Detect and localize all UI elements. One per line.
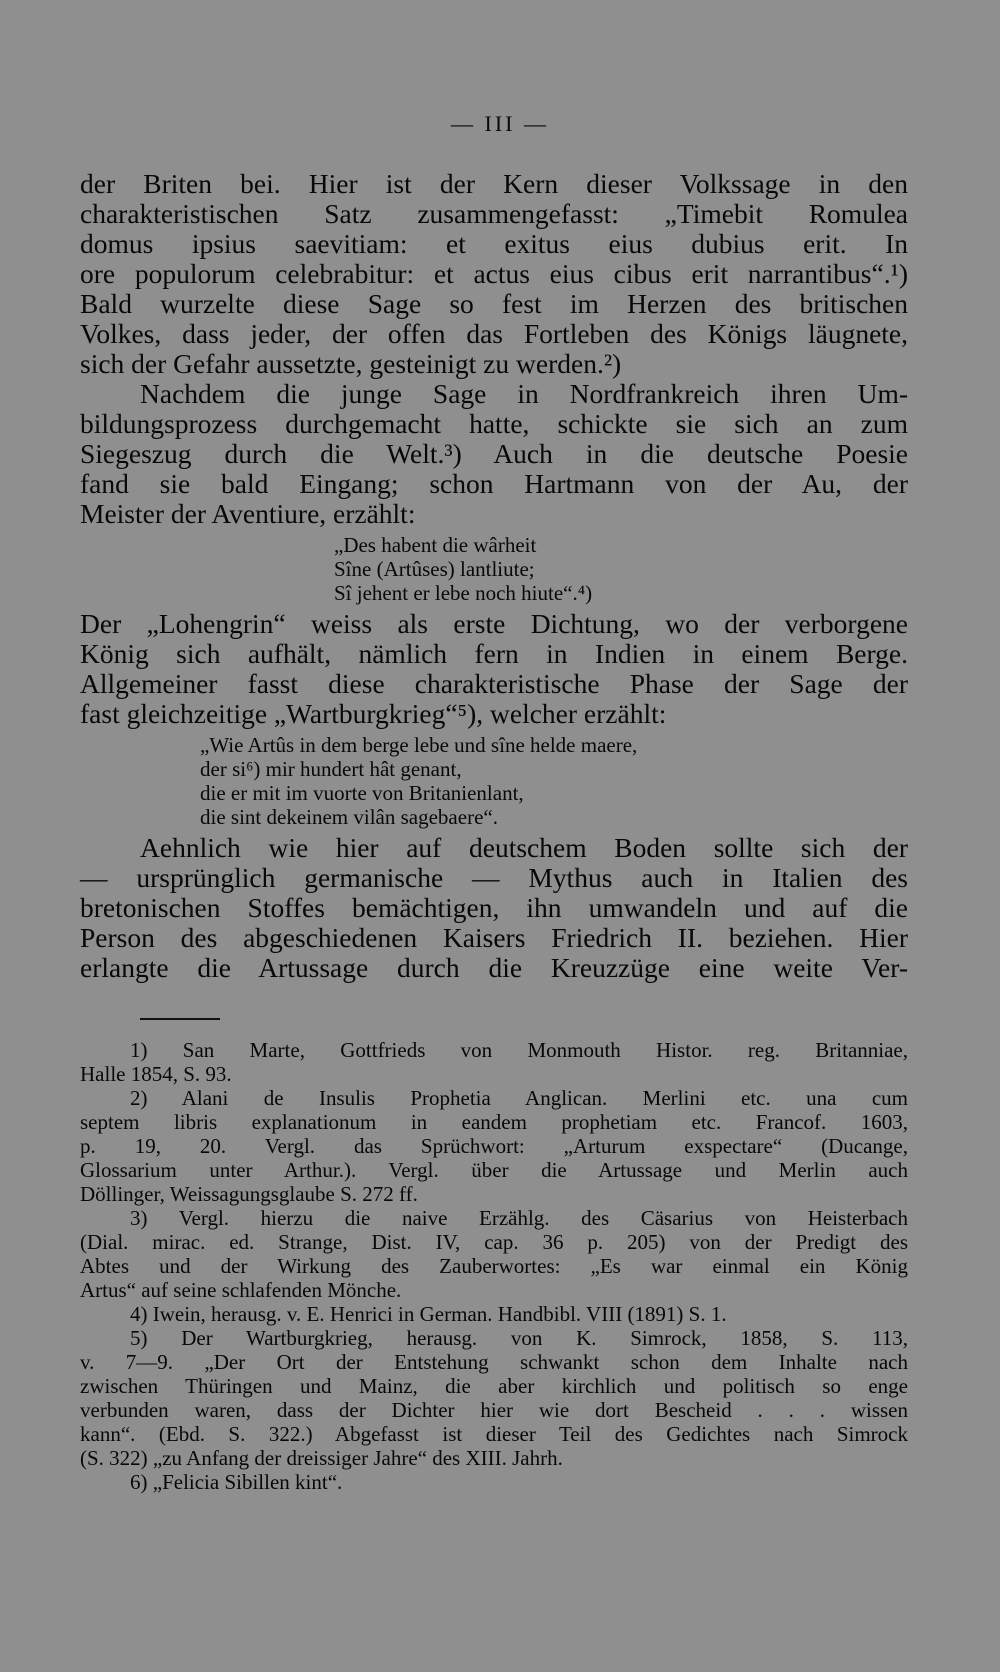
text-line: ore populorum celebrabitur: et actus eius cibus erit narrantibus“.¹) xyxy=(80,258,908,289)
verse-line: die sint dekeinem vilân sagebaere“. xyxy=(200,805,498,829)
body-text xyxy=(80,169,908,983)
verse-line: Sîne (Artûses) lantliute; xyxy=(334,557,535,581)
footnote-5-line: verbunden waren, dass der Dichter hier wie dort Bescheid . . . wissen xyxy=(80,1398,908,1422)
text-line: König sich aufhält, nämlich fern in Indien in einem Berge. xyxy=(80,638,908,669)
footnote-6-line: 6) „Felicia Sibillen kint“. xyxy=(130,1470,343,1494)
text-line: bretonischen Stoffes bemächtigen, ihn umwandeln und auf die xyxy=(80,892,908,923)
text-line: Bald wurzelte diese Sage so fest im Herzen des britischen xyxy=(80,288,908,319)
text-line: erlangte die Artussage durch die Kreuzzüge eine weite Ver- xyxy=(80,952,908,983)
text-line: Meister der Aventiure, erzählt: xyxy=(80,498,416,529)
text-line: Person des abgeschiedenen Kaisers Friedrich II. beziehen. Hier xyxy=(80,922,908,953)
text-line: Nachdem die junge Sage in Nordfrankreich ihren Um- xyxy=(140,378,908,409)
text-line: fand sie bald Eingang; schon Hartmann von der Au, der xyxy=(80,468,908,499)
footnote-5-line: v. 7—9. „Der Ort der Entstehung schwankt schon dem Inhalte nach xyxy=(80,1350,908,1374)
text-line: Siegeszug durch die Welt.³) Auch in die deutsche Poesie xyxy=(80,438,908,469)
verse-quote-wartburgkrieg xyxy=(80,733,908,829)
verse-line: die er mit im vuorte von Britanienlant, xyxy=(200,781,524,805)
footnote-5-line: zwischen Thüringen und Mainz, die aber kirchlich und politisch so enge xyxy=(80,1374,908,1398)
text-line: Aehnlich wie hier auf deutschem Boden sollte sich der xyxy=(140,832,908,863)
text-line: fast gleichzeitige „Wartburgkrieg“⁵), welcher erzählt: xyxy=(80,698,667,729)
verse-line: der si⁶) mir hundert hât genant, xyxy=(200,757,462,781)
text-line: charakteristischen Satz zusammengefasst: „Timebit Romulea xyxy=(80,198,908,229)
footnote-1-line: Halle 1854, S. 93. xyxy=(80,1062,232,1086)
text-line: Der „Lohengrin“ weiss als erste Dichtung, wo der verborgene xyxy=(80,608,908,639)
page-number: — III — xyxy=(451,111,549,136)
footnote-3-line: Artus“ auf seine schlafenden Mönche. xyxy=(80,1278,402,1302)
footnote-5-line: (S. 322) „zu Anfang der dreissiger Jahre“ des XIII. Jahrh. xyxy=(80,1446,563,1470)
text-line: — ursprünglich germanische — Mythus auch in Italien des xyxy=(80,862,908,893)
verse-line: „Des habent die wârheit xyxy=(334,533,537,557)
footnote-2-line: septem libris explanationum in eandem prophetiam etc. Francof. 1603, xyxy=(80,1110,908,1134)
footnote-2-line: 2) Alani de Insulis Prophetia Anglican. Merlini etc. una cum xyxy=(130,1086,908,1110)
footnotes xyxy=(80,1038,908,1494)
footnote-5-line: 5) Der Wartburgkrieg, herausg. von K. Simrock, 1858, S. 113, xyxy=(130,1326,908,1350)
footnote-divider xyxy=(140,1018,220,1020)
text-line: Allgemeiner fasst diese charakteristische Phase der Sage der xyxy=(80,668,908,699)
footnote-2-line: Döllinger, Weissagungsglaube S. 272 ff. xyxy=(80,1182,418,1206)
footnote-4-line: 4) Iwein, herausg. v. E. Henrici in German. Handbibl. VIII (1891) S. 1. xyxy=(130,1302,727,1326)
text-line: bildungsprozess durchgemacht hatte, schickte sie sich an zum xyxy=(80,408,908,439)
verse-line: Sî jehent er lebe noch hiute“.⁴) xyxy=(334,581,593,605)
footnote-2-line: p. 19, 20. Vergl. das Sprüchwort: „Arturum exspectare“ (Ducange, xyxy=(80,1134,908,1158)
footnote-3-line: 3) Vergl. hierzu die naive Erzählg. des Cäsarius von Heisterbach xyxy=(130,1206,908,1230)
footnote-3-line: Abtes und der Wirkung des Zauberwortes: „Es war einmal ein König xyxy=(80,1254,908,1278)
text-line: der Briten bei. Hier ist der Kern dieser Volkssage in den xyxy=(80,168,908,199)
footnote-1-line: 1) San Marte, Gottfrieds von Monmouth Histor. reg. Britanniae, xyxy=(130,1038,908,1062)
footnote-2-line: Glossarium unter Arthur.). Vergl. über die Artussage und Merlin auch xyxy=(80,1158,908,1182)
footnote-5-line: kann“. (Ebd. S. 322.) Abgefasst ist dieser Teil des Gedichtes nach Simrock xyxy=(80,1422,908,1446)
text-line: domus ipsius saevitiam: et exitus eius dubius erit. In xyxy=(80,228,908,259)
verse-line: „Wie Artûs in dem berge lebe und sîne helde maere, xyxy=(200,733,638,757)
text-line: sich der Gefahr aussetzte, gesteinigt zu werden.²) xyxy=(80,348,622,379)
verse-quote-iwein xyxy=(80,533,908,605)
text-line: Volkes, dass jeder, der offen das Fortleben des Königs läugnete, xyxy=(80,318,908,349)
footnote-3-line: (Dial. mirac. ed. Strange, Dist. IV, cap. 36 p. 205) von der Predigt des xyxy=(80,1230,908,1254)
